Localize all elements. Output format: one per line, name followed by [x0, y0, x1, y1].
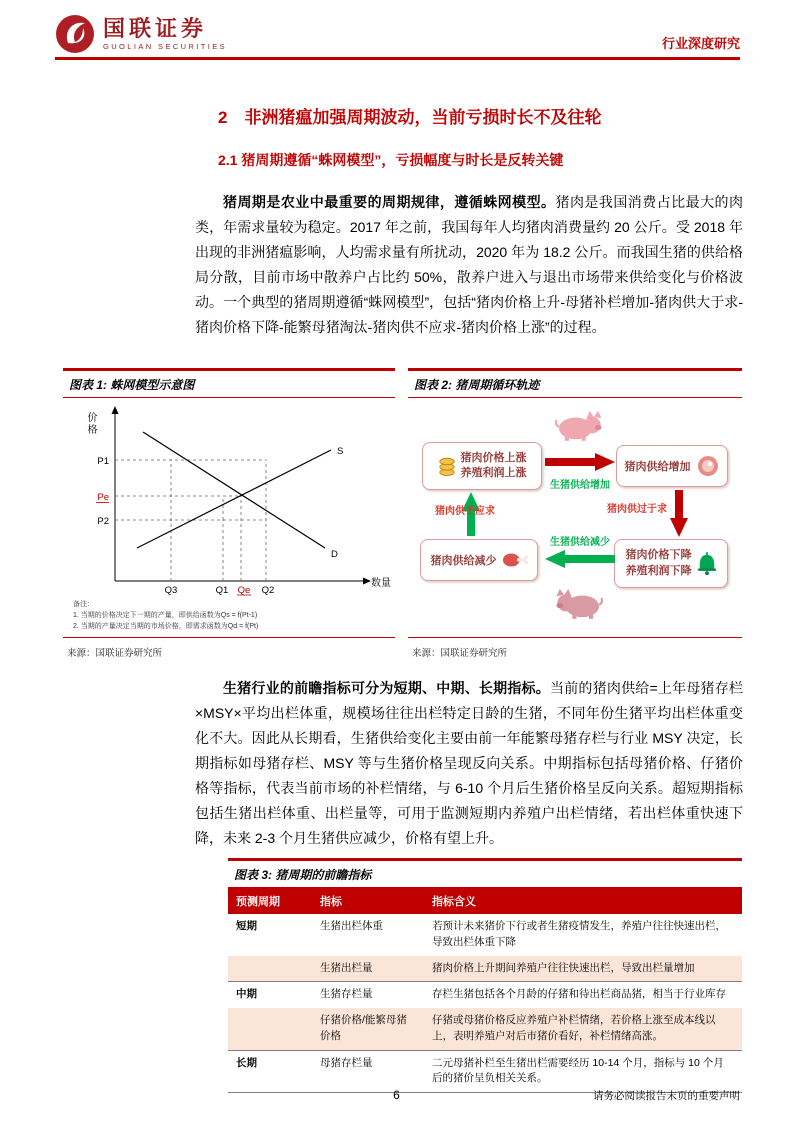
- cell-meaning: 存栏生猪包括各个月龄的仔猪和待出栏商品猪，相当于行业库存: [424, 982, 742, 1008]
- node-text: 猪肉供给减少: [430, 555, 497, 567]
- label-undersupply: 猪肉供不应求: [435, 506, 495, 517]
- brand-name-cn: 国联证券: [103, 15, 208, 41]
- price-label-p2: P2: [97, 516, 109, 527]
- demand-curve-label: D: [331, 549, 338, 560]
- node-text: 猪肉价格下降 养殖利润下降: [625, 549, 692, 577]
- footer-disclaimer: 请务必阅读报告末页的重要声明: [593, 1090, 740, 1102]
- report-header: [55, 12, 740, 56]
- cobweb-chart: [63, 398, 383, 596]
- pig-icon: [554, 586, 604, 620]
- cell-indicator: 生猪存栏量: [312, 982, 424, 1008]
- figure-1-source: 来源：国联证券研究所: [67, 648, 163, 659]
- node-pork-supply-up: [616, 445, 728, 487]
- cell-period: [228, 1008, 312, 1050]
- qty-label-q2: Q2: [261, 585, 275, 596]
- cell-indicator: 仔猪价格/能繁母猪价格: [320, 1014, 407, 1042]
- table-row: [228, 982, 742, 1008]
- arrow-left-green: [545, 550, 615, 568]
- label-supply-decrease: 生猪供给减少: [550, 537, 610, 548]
- alarm-bell-icon: [697, 552, 717, 576]
- pig-cycle-flowchart: [408, 398, 742, 638]
- cell-meaning: 猪肉价格上升期间养殖户往往快速出栏，导致出栏量增加: [432, 961, 695, 974]
- indicators-table: [228, 888, 742, 1093]
- label-supply-increase: 生猪供给增加: [550, 480, 610, 491]
- x-axis-label: 数量: [371, 578, 391, 589]
- cell-period: [228, 956, 312, 982]
- paragraph-body: 当前的猪肉供给=上年母猪存栏×MSY×平均出栏体重，规模场往往出栏特定日龄的生猪，不同年份生猪平均出栏体重变化不大。因此从长期看，生猪供给变化主要由前一年能繁母猪存栏与行业 MSY 决定，长期指标如母猪存栏、MSY 等与生猪价格呈现反向关系。中期指标包括母猪价格、仔猪价格等指标，代表当前市场的补栏情绪，与 6-10 个月后生猪价格呈反向关系。超短期指标包括生猪出栏体重、出栏量等，可用于监测短期内养殖户出栏情绪，若出栏体重快速下降，未来 2-3 个月生猪供应减少，价格有望上升。: [195, 680, 743, 846]
- section-heading: 2 非洲猪瘟加强周期波动，当前亏损时长不及往轮: [218, 108, 602, 127]
- arrow-down-red: [670, 490, 688, 537]
- brand-logo: [55, 14, 227, 54]
- cell-indicator: 生猪出栏体重: [320, 920, 383, 932]
- note-line-1: 1. 当期的价格决定下一期的产量，即供给函数为Qs = f(Pt-1): [73, 612, 258, 620]
- supply-curve-label: S: [337, 446, 344, 457]
- qty-label-qe: Qe: [237, 585, 251, 596]
- cell-meaning: 二元母猪补栏至生猪出栏需要经历 10-14 个月，指标与 10 个月后的猪价呈负相关关系。: [424, 1050, 742, 1093]
- figure-1-title: 图表 1: 蛛网模型示意图: [63, 368, 395, 398]
- paragraph-lead: 猪周期是农业中最重要的周期规律，遵循蛛网模型。: [223, 194, 556, 210]
- arrow-right-red: [545, 453, 615, 471]
- cell-meaning: 仔猪或母猪价格反应养殖户补栏情绪，若价格上涨至成本线以上，表明养殖户对后市猪价看好，补栏情绪高涨。: [432, 1014, 716, 1042]
- node-text: 猪肉供给增加: [624, 461, 691, 473]
- figure-3-title: 图表 3: 猪周期的前瞻指标: [228, 858, 742, 888]
- node-price-profit-down: [614, 539, 728, 588]
- col-header-meaning: 指标含义: [424, 888, 742, 914]
- table-row: [228, 1050, 742, 1093]
- paragraph-pig-cycle-intro: [195, 190, 743, 340]
- brand-name-en: GUOLIAN SECURITIES: [103, 42, 228, 52]
- table-row: [228, 914, 742, 956]
- figure-2-source: 来源：国联证券研究所: [412, 648, 508, 659]
- doc-type-label: 行业深度研究: [661, 36, 740, 51]
- subsection-heading: 2.1 猪周期遵循“蛛网模型”，亏损幅度与时长是反转关键: [218, 152, 564, 168]
- coins-icon: [438, 454, 456, 478]
- figure-3-indicator-table: [228, 858, 742, 1093]
- pork-meat-icon: [696, 454, 720, 478]
- paragraph-leading-indicators: [195, 676, 743, 851]
- qty-label-q3: Q3: [164, 585, 178, 596]
- figure-1-notes: [73, 600, 258, 633]
- figure-1-cobweb-model: [63, 368, 395, 659]
- figure-2-pig-cycle: [408, 368, 742, 659]
- cell-indicator: 生猪出栏量: [320, 961, 373, 974]
- paragraph-body: 猪肉是我国消费占比最大的肉类，年需求量较为稳定。2017 年之前，我国每年人均猪肉消费量约 20 公斤。受 2018 年出现的非洲猪瘟影响，人均需求量有所扰动，2020 年为 18.2 公斤。而我国生猪的供给格局分散，目前市场中散养户占比约 50%，散养户进入与退出市场带来供给变化与价格波动。一个典型的猪周期遵循“蛛网模型”，包括“猪肉价格上升-母猪补栏增加-猪肉供大于求-猪肉价格下降-能繁母猪淘汰-猪肉供不应求-猪肉价格上涨”的过程。: [195, 194, 744, 335]
- header-divider: [55, 57, 740, 60]
- note-heading: 备注：: [73, 601, 94, 609]
- node-pork-supply-down: [420, 539, 538, 581]
- cell-meaning: 若预计未来猪价下行或者生猪疫情发生，养殖户往往快速出栏，导致出栏体重下降: [432, 920, 726, 948]
- table-header-row: [228, 888, 742, 914]
- y-axis-label: 价格: [85, 412, 96, 436]
- node-text: 猪肉价格上涨 养殖利润上涨: [460, 451, 527, 479]
- figure-1-content: [63, 398, 395, 638]
- note-line-2: 2. 当期的产量决定当期的市场价格，即需求函数为Qd = f(Pt): [73, 623, 259, 631]
- cell-period: 长期: [228, 1050, 312, 1093]
- qty-label-q1: Q1: [215, 585, 229, 596]
- ham-leg-icon: [502, 550, 528, 570]
- paragraph-lead: 生猪行业的前瞻指标可分为短期、中期、长期指标。: [223, 680, 550, 696]
- price-label-pe: Pe: [97, 492, 109, 503]
- figure-2-content: [408, 398, 742, 638]
- price-label-p1: P1: [97, 456, 109, 467]
- cell-period: 中期: [228, 982, 312, 1008]
- page-number: 6: [393, 1088, 400, 1102]
- label-oversupply: 猪肉供过于求: [607, 504, 667, 515]
- table-row: [228, 1008, 742, 1050]
- brand-text: [103, 17, 227, 51]
- cell-period: 短期: [236, 920, 257, 932]
- col-header-indicator: 指标: [312, 888, 424, 914]
- col-header-period: 预测周期: [228, 888, 312, 914]
- pig-icon: [554, 408, 604, 442]
- figure-2-title: 图表 2: 猪周期循环轨迹: [408, 368, 742, 398]
- cell-indicator: 母猪存栏量: [312, 1050, 424, 1093]
- guolian-logo-icon: [55, 14, 95, 54]
- node-price-profit-up: [422, 442, 542, 490]
- table-row: [228, 956, 742, 982]
